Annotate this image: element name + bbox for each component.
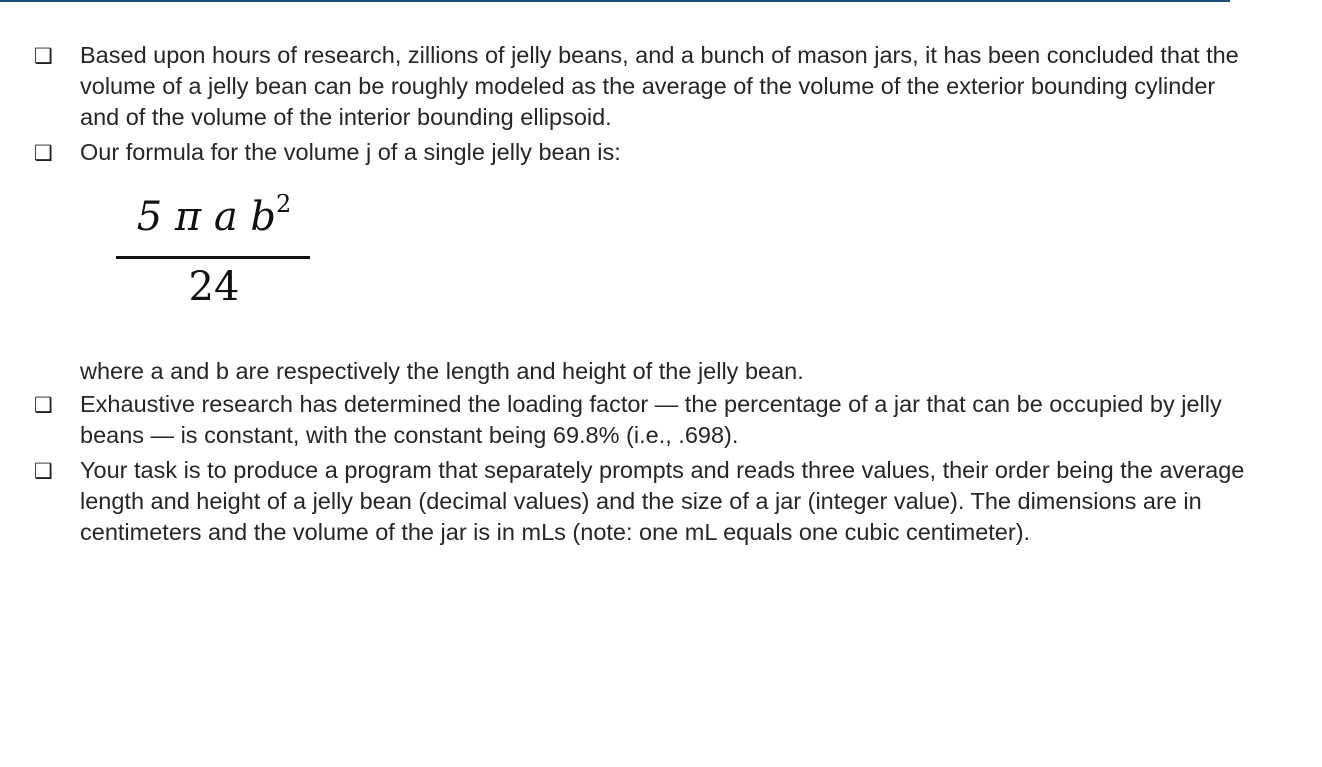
list-item-formula-intro [34,137,1294,168]
numerator-text: 5 π a b [136,194,277,240]
formula-numerator [116,190,312,240]
bullet-text: Exhaustive research has determined the loading factor — the percentage of a jar that can be occupied by jelly beans — is constant, with the constant being 69.8% (i.e., .698). [80,391,1222,448]
checkbox-icon: ❑ [34,459,53,483]
checkbox-icon: ❑ [34,393,53,417]
bullet-text: Based upon hours of research, zillions of jelly beans, and a bunch of mason jars, it has been concluded that the volume of a jelly bean can be roughly modeled as the average of the volume of the exterior bounding cylinder and of the volume of the interior bounding ellipsoid. [80,42,1239,130]
list-item-loading-factor [34,389,1294,451]
list-item-task [34,455,1294,548]
document-body [34,40,1294,548]
top-divider [0,0,1230,2]
volume-formula [116,190,316,320]
bullet-text: Our formula for the volume j of a single jelly bean is: [80,139,621,165]
checkbox-icon: ❑ [34,141,53,165]
list-item-research [34,40,1294,133]
formula-exponent: 2 [276,190,292,218]
formula-note: where a and b are respectively the length and height of the jelly bean. [80,358,804,384]
bullet-text: Your task is to produce a program that separately prompts and reads three values, their order being the average length and height of a jelly bean (decimal values) and the size of a jar (integer value). The dimensions are in centimeters and the volume of the jar is in mLs (note: one mL equals one cubic centimeter). [80,457,1245,545]
formula-denominator: 24 [188,264,240,310]
fraction-bar [116,256,310,259]
checkbox-icon: ❑ [34,44,53,68]
